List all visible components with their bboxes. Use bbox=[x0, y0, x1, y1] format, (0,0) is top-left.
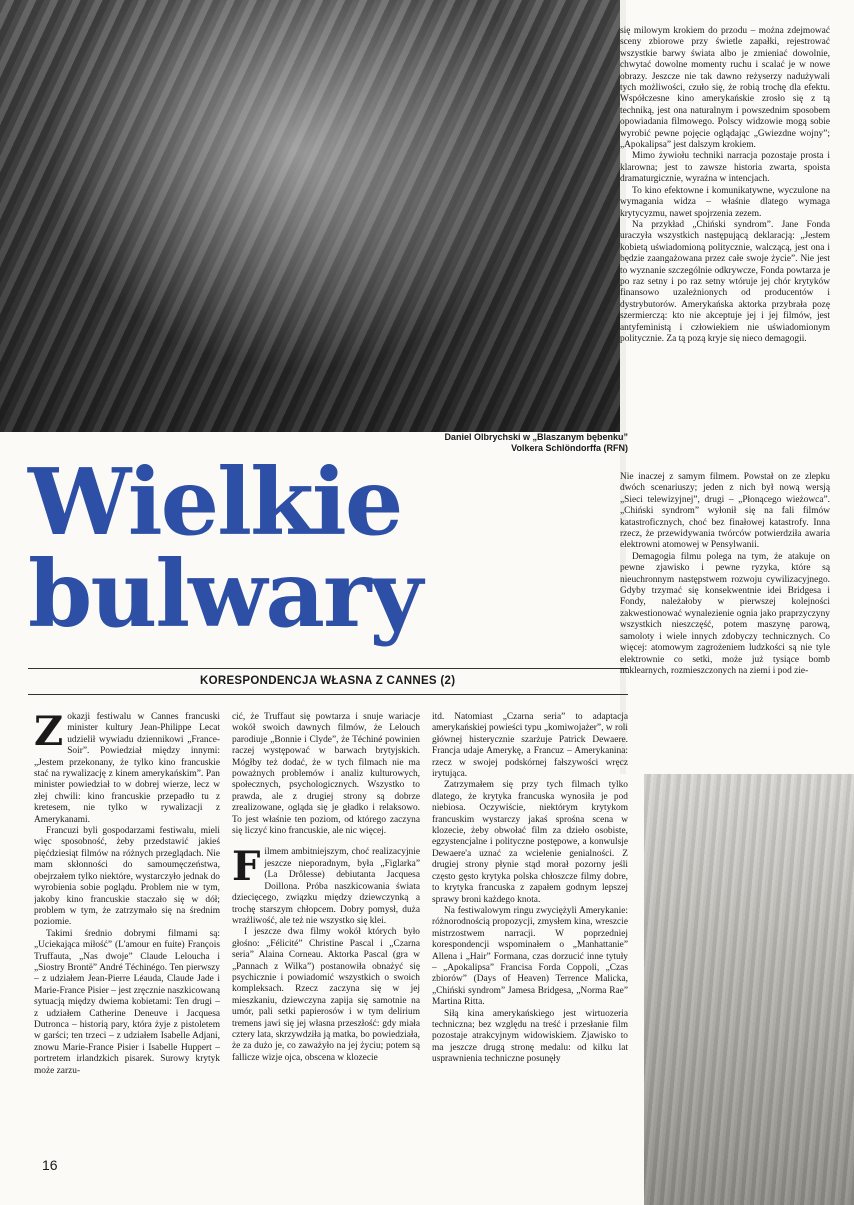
paragraph: itd. Natomiast „Czarna seria” to adaptacja amerykańskiej powieści typu „komiwojażer”, w roli głównej histerycznie szarżuje Patrick Dewaere. Francja udaje Amerykę, a Francuz – Amerykanina: rzecz w swojej podskórnej fałszywości wręcz irytująca. bbox=[432, 712, 628, 780]
paragraph-text: okazji festiwalu w Cannes francuski minister kultury Jean-Philippe Lecat udzielił wywiadu dziennikowi „France-Soir”. Powiedział między innymi: „Jestem przekonany, że tylko kino francuskie stać na rywalizację z kinem amerykańskim”. Pan minister powiedział to w dobrej wierze, lecz w złej chwili: kino francuskie przepadło tu z kretesem, nie tylko w rywalizacji z Amerykanami. bbox=[34, 712, 220, 825]
photo-landscape-icon bbox=[644, 774, 854, 1205]
side-photo bbox=[644, 774, 854, 1205]
subhead: KORESPONDENCJA WŁASNA Z CANNES (2) bbox=[200, 675, 456, 687]
paragraph: Na przykład „Chiński syndrom”. Jane Fonda uraczyła wszystkich następującą deklaracją: „Jestem kobietą uświadomioną politycznie, walczącą, jest ona i będzie zaangażowana przez całe swoje życie”. Nie jest to wyznanie szczególnie odkrywcze, Fonda powtarza je po raz setny i po raz setny wtóruje jej chór krytyków finansowo uzależnionych od producentów i dystrybutorów. Amerykańska aktorka przybrała pozę szermierczą: kto nie akceptuje jej i jej filmów, jest antyfeministą i człowiekiem nie uświadomionym politycznie. Za tą pozą kryje się nieco demagogii. bbox=[620, 219, 830, 344]
article-column-1 bbox=[34, 712, 220, 1152]
paragraph: To kino efektowne i komunikatywne, wyczulone na wymagania widza – właśnie dlatego wymaga krytycyzmu, nawet spojrzenia zezem. bbox=[620, 185, 830, 219]
article-column-2 bbox=[232, 712, 420, 1152]
drop-cap: F bbox=[232, 843, 261, 891]
paragraph: Mimo żywiołu techniki narracja pozostaje prosta i klarowna; jest to zawsze historia zwarta, spoista dramaturgicznie, wyraźna w intencjach. bbox=[620, 151, 830, 185]
paragraph: Francuzi byli gospodarzami festiwalu, mieli więc sposobność, żeby przedstawić jakieś pięćdziesiąt filmów na różnych przeglądach. Nie mam skłonności do samoumęczeństwa, obejrzałem tylko niektóre, wystarczyło jednak do wyrobienia sobie poglądu. Problem nie w tym, jakoby kino francuskie staczało się w dół; problem w tym, że zatrzymało się na średnim poziomie. bbox=[34, 826, 220, 928]
paragraph: Siłą kina amerykańskiego jest wirtuozeria techniczna; bez względu na treść i przesłanie film pozostaje atrakcyjnym widowiskiem. Zjawisko to ma jeszcze drugą stronę medalu: od kilku lat usprawnienia techniczne posunęły bbox=[432, 1008, 628, 1065]
paragraph: Demagogia filmu polega na tym, że atakuje on pewne zjawisko i pewne ryzyka, które są nieuchronnym następstwem rozwoju cywilizacyjnego. Gdyby trzymać się konsekwentnie idei Bridgesa i Fondy, należałoby w pierwszej kolejności zakwestionować wynalezienie ognia jako praprzyczyny wszystkich nieszczęść, potem maszynę parową, samoloty i wiele innych zdobyczy technicznych. Co więcej: atomowym zagrożeniem ludzkości są nie tyle elektrownie co setki, może już tysiące bomb nuklearnych, rozmieszczonych na ziemi i pod zie- bbox=[620, 551, 830, 676]
main-photo bbox=[0, 0, 620, 432]
caption-line-1: Daniel Olbrychski w „Blaszanym bębenku” bbox=[444, 432, 628, 442]
paragraph bbox=[232, 843, 420, 927]
headline-line-2: bulwary bbox=[28, 540, 421, 648]
article-column-5 bbox=[620, 472, 830, 768]
paragraph-text: ilmem ambitniejszym, choć realizacyjnie jeszcze nieporadnym, była „Figlarka” (La Drôlesse) debiutanta Jacquesa Doillona. Próba naszkicowania świata dziecięcego, związku między dziewczynką a trochę starszym chłopcem. Dobry pomysł, duża wrażliwość, ale też nie wszystko się klei. bbox=[232, 847, 420, 926]
article-column-4 bbox=[620, 26, 830, 426]
headline-line-1: Wielkie bbox=[28, 448, 402, 556]
paragraph: Na festiwalowym ringu zwyciężyli Amerykanie: różnorodnością propozycji, zmysłem kina, wreszcie mistrzostwem narracji. W poprzedniej korespondencji wspominałem o „Manhattanie” Allena i „Hair” Formana, czas dorzucić inne tytuły – „Apokalipsa” Francisa Forda Coppoli, „Czas zbiorów” (Days of Heaven) Terrence Malicka, „Chiński syndrom” Jamesa Bridgesa, „Norma Rae” Martina Ritta. bbox=[432, 905, 628, 1008]
headline bbox=[28, 448, 421, 648]
caption-line-2: Volkera Schlöndorffa (RFN) bbox=[511, 443, 628, 453]
paragraph: Takimi średnio dobrymi filmami są: „Uciekająca miłość” (L'amour en fuite) François Truffauta, „Nas dwoje” Claude Leloucha i „Siostry Brontë” André Téchinégo. Ten pierwszy – z udziałem Jean-Pierre Léauda, Claude Jade i Marie-France Pisier – jest zręcznie naszkicowaną sytuacją między dwiema kobietami: Ten drugi – z udziałem Catherine Deneuve i Jacquesa Dutronca – historią pary, która żyje z pistoletem w garści; ten trzeci – z udziałem Isabelle Adjani, znowu Marie-France Pisier i Isabelle Huppert – portretem irlandzkich pisarek. Surowy krytyk może zarzu- bbox=[34, 928, 220, 1076]
subhead-rule-bottom bbox=[28, 694, 628, 695]
paragraph: Nie inaczej z samym filmem. Powstał on ze zlepku dwóch scenariuszy; jeden z nich był nową wersją „Sieci telewizyjnej”, drugi – „Płonącego wieżowca”. „Chiński syndrom” wyłonił się na fali filmów katastroficznych, choć bez finałowej katastrofy. Inna rzecz, że przewidywania twórców potwierdziła awaria elektrowni atomowej w Pensylwanii. bbox=[620, 472, 830, 551]
subhead-rule-top bbox=[28, 668, 628, 669]
paragraph: cić, że Truffaut się powtarza i snuje wariacje wokół swoich dawnych filmów, że Lelouch parodiuje „Bonnie i Clyde”, że Téchiné powinien raczej występować w barwach brytyjskich. Mógłby też dodać, że w tych filmach nie ma poważnych problemów i analiz kulturowych, społecznych, psychologicznych. Wszystko to prawda, ale z drugiej strony są dobrze zrealizowane, ogląda się je gładko i relaksowo. To jest właśnie ten poziom, od którego zaczyna się liczyć kino francuskie, ale nic więcej. bbox=[232, 712, 420, 837]
page-number: 16 bbox=[42, 1157, 58, 1173]
paragraph: I jeszcze dwa filmy wokół których było głośno: „Félicité” Christine Pascal i „Czarna seria” Alaina Corneau. Aktorka Pascal (gra w „Pannach z Wilka”) postanowiła obnażyć się psychicznie i powiadomić wszystkich o swoich kompleksach. Rzecz zaczyna się w jej mieszkaniu, dziewczyna zapija się samotnie na umór, pali setki papierosów i w tym delirium tremens jawi się jej własna przeszłość: gdy miała cztery lata, skrzywdziła ją matka, bo powiedziała, że za dużo je, co zaważyło na jej życiu; potem są fallicze wizje ojca, obscena w klozecie bbox=[232, 927, 420, 1063]
paragraph bbox=[34, 712, 220, 826]
article-column-3 bbox=[432, 712, 628, 1152]
paragraph: Zatrzymałem się przy tych filmach tylko dlatego, że krytyka francuska wynosiła je pod niebiosa. Oczywiście, niektórym krytykom francuskim wystarczy jakaś sprośna scena w klozecie, żeby obwołać film za dzieło osobiste, egzystencjalne i polityczne postępowe, a konwulsje Dewaere'a uznać za wcielenie genialności. Z drugiej strony płynie stąd morał pozorny jeśli często gęsto krytyka polska chłoszcze filmy dobre, to krytyka francuska z zapałem godnym lepszej sprawy broni każdego knota. bbox=[432, 780, 628, 905]
photo-soldiers-icon bbox=[0, 0, 620, 432]
paragraph: się milowym krokiem do przodu – można zdejmować sceny zbiorowe przy świetle zapałki, rejestrować wszystkie barwy świata albo je zmieniać dowolnie, chwytać dowolne momenty ruchu i scalać je w nowe obrazy. Jeszcze nie tak dawno reżyserzy nadużywali tych możliwości, czuło się, że robią trochę dla efektu. Współczesne kino amerykańskie zrosło się z tą techniką, jest ona naturalnym i powszednim sposobem opowiadania filmowego. Polscy widzowie mogą sobie wyrobić pewne pojęcie oglądając „Gwiezdne wojny”; „Apokalipsa” jest dalszym krokiem. bbox=[620, 26, 830, 151]
photo-caption bbox=[432, 432, 628, 454]
drop-cap: Z bbox=[34, 712, 64, 755]
